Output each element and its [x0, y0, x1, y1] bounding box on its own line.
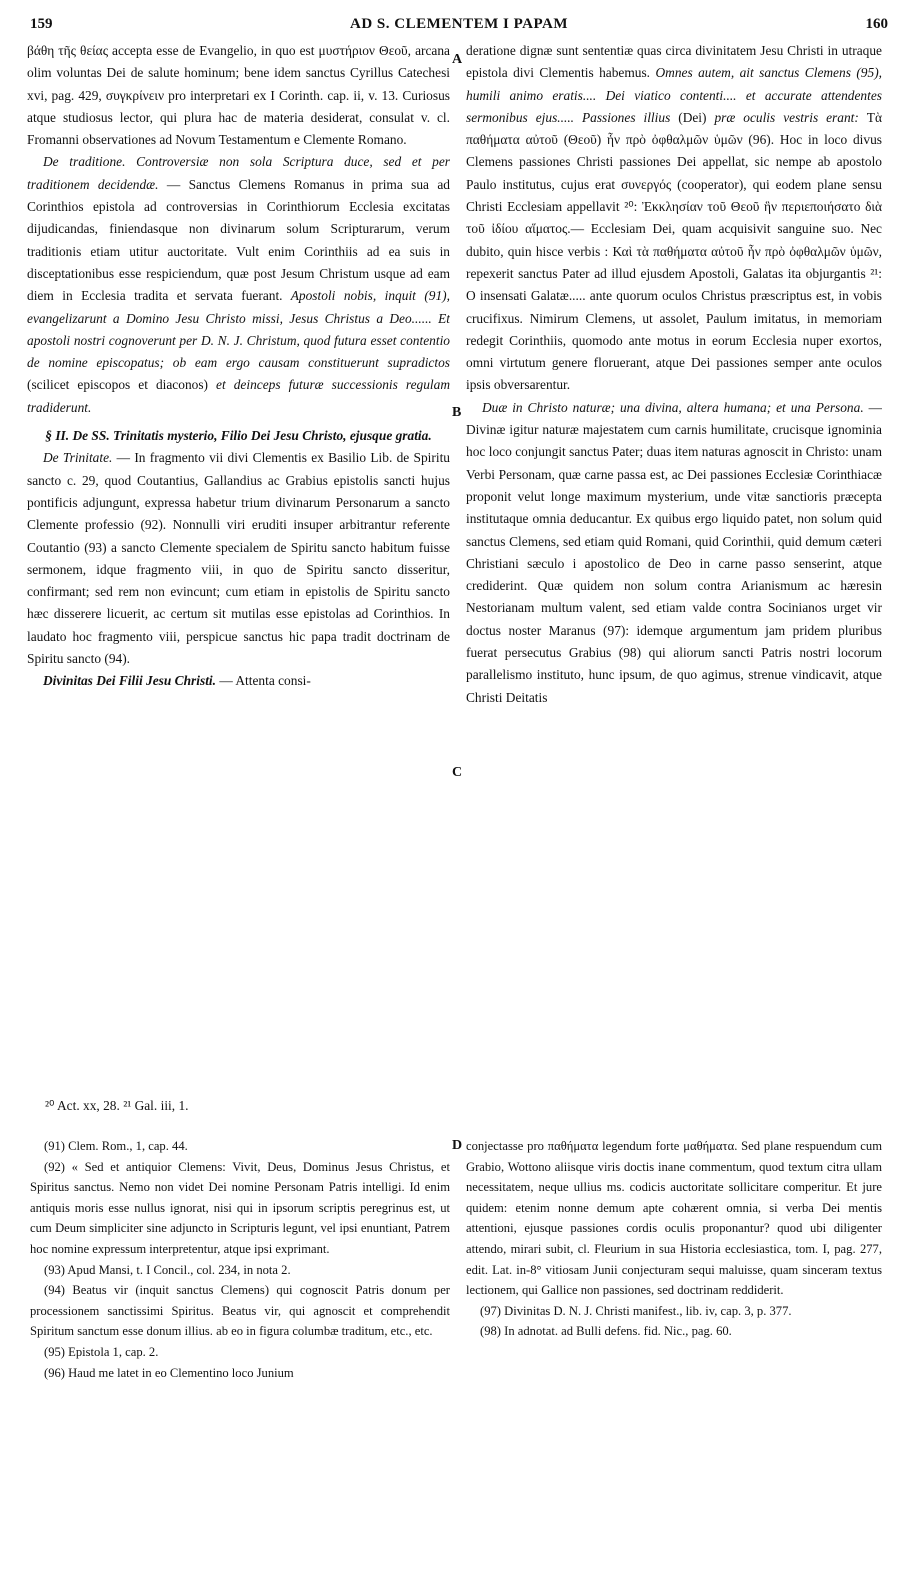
left-column: [27, 40, 450, 1070]
margin-marker-c: C: [452, 765, 463, 780]
running-header: [30, 16, 888, 38]
footnotes-right: [466, 1136, 882, 1556]
footnote-93: (93) Apud Mansi, t. I Concil., col. 234, in nota 2.: [44, 1262, 291, 1277]
footnote-96-continued: conjectasse pro παθήματα legendum forte μαθήματα. Sed plane respuendum cum Grabio, Wottono aliisque viris doctis inane commentum, quod textum citra ullam necessitatem, neque ullius ms. codicis auctoritate sollicitare comperitur. Et jure quidem: etenim nonne demum apte cohærent omnia, si verba Dei mentis attentioni, ejusque passiones cordis oculis proponantur? quod ubi diligenter attendo, mirari subit, cl. Fleurium in sua Historia ecclesiastica, tom. I, pag. 277, edit. Lat. in-8° vitiosam Junii conjecturam sequi maluisse, quam sinceram textus lectionem, qui Gallice non passiones, sed doctrinam reddiderit.: [466, 1139, 882, 1298]
traditione-heading: De traditione. Controversiæ non sola Scriptura duce, sed et per traditionem decidendæ.: [27, 154, 450, 192]
margin-marker-a: A: [452, 52, 463, 67]
right-paragraph-1: deratione dignæ sunt sententiæ quas circa divinitatem Jesu Christi in utraque epistola divi Clementis habemus. Omnes autem, ait sanctus Clemens (95), humili animo eratis.... Dei viatico contenti.... et accurate attendentes sermonibus ejus..... Passiones illius (Dei) præ oculis vestris erant: Τὰ παθήματα αὐτοῦ (Θεοῦ) ἦν πρὸ ὀφθαλμῶν ὑμῶν (96). Hoc in loco divus Clemens passiones Christi passiones Dei appellat, sic nempe ab apostolo Paulo institutus, cujus erat συνεργός (cooperator), qui eodem plane sensu Christi Ecclesiam appellavit ²⁰: Ἐκκλησίαν τοῦ Θεοῦ ἣν περιεποιήσατο διὰ τοῦ ἰδίου αἵματος.— Ecclesiam Dei, quam acquisivit sanguine suo. Nec dubito, quin hisce verbis : Καὶ τὰ παθήματα αὐτοῦ ἦν πρὸ ὀφθαλμῶν ὑμῶν, repexerit sanctus Pater ad illud ejusdem Apostoli, Galatas ita objurgantis ²¹: O insensati Galatæ..... ante quorum oculos Christus præscriptus est, in vobis crucifixus. Nimirum Clemens, ut assolet, Paulum imitatus, in memoriam redegit Corinthiis, quomodo ante motus in eorum Ecclesia nuper exortos, omni virtutum genere floruerant, atque Dei passiones semper ante oculos ipsis obversarentur.: [466, 43, 882, 393]
right-column: [466, 40, 882, 1070]
page-number-right: 160: [865, 16, 888, 32]
quotation: Apostoli nobis, inquit (91), evangelizarunt a Domino Jesu Christo missi, Jesus Christus a Deo...... Et apostoli nostri cognoverunt per D. N. J. Christum, quod futura esset contentio de nomine episcopatus; ob eam ergo causam constituerunt supradictos: [27, 288, 450, 371]
margin-marker-b: B: [452, 405, 462, 420]
footnote-92: (92) « Sed et antiquior Clemens: Vivit, Deus, Dominus Jesus Christus, et Spiritus sanctus. Nemo non videt Dei nomine Personam Patris intelligi. Id enim antiquis moris esse nullus ignorat, nisi qui in ipsorum scriptis peregrinus est, ut cum Deum simpliciter sine adjuncto in Scripturis legunt, vel ipsi enuntiant, Patrem hoc nomine expressum interpretentur, atque ipsi exprimant.: [30, 1159, 450, 1256]
left-paragraph-2: De traditione. Controversiæ non sola Scriptura duce, sed et per traditionem decidendæ. — Sanctus Clemens Romanus in prima sua ad Corinthios epistola ad controversias in Corinthiorum Ecclesia excitatas dijudicandas, finiendasque non divinarum solum Scripturarum, verum traditionis etiam utitur auctoritate. Vult enim Corinthiis ad ea suis in disceptationibus esse respiciendum, quæ post Jesum Christum usque ad eam diem in Ecclesia tradita et servata fuerant. Apostoli nobis, inquit (91), evangelizarunt a Domino Jesu Christo missi, Jesus Christus a Deo...... Et apostoli nostri cognoverunt per D. N. J. Christum, quod futura esset contentio de nomine episcopatus; ob eam ergo causam constituerunt supradictos (scilicet episcopos et diaconos) et deinceps futuræ successionis regulam tradiderunt.: [27, 154, 450, 415]
left-paragraph-3: De Trinitate. — In fragmento vii divi Clementis ex Basilio Lib. de Spiritu sancto c. 29, quod Coutantius, Gallandius ac Grabius epistolis sancti hujus pontificis adjungunt, expressa habetur trium divinarum Personarum a sancto Clemente professio (92). Nonnulli viri eruditi insuper arbitrantur referente Coutantio (93) a sancto Clemente specialem de Spiritu sancto habitum fuisse sermonem, idque fragmento viii, in quo de Spiritu sancto disseritur, confirmant; sed rem non evincunt; cum etiam in epistolis de Spiritu sancto hæc disserere licuerit, ac certum sit mutilas esse epistolas ad Corinthios. In laudato hoc fragmento viii, perspicue sanctus hic papa tradit doctrinam de Spiritu sancto (94).: [27, 450, 450, 667]
bible-references: ²⁰ Act. xx, 28. ²¹ Gal. iii, 1.: [45, 1098, 189, 1113]
right-paragraph-2: Duæ in Christo naturæ; una divina, altera humana; et una Persona. —Divinæ igitur naturæ majestatem cum carnis humilitate, crucisque ignominia hoc loco conjungit sanctus Pater; duas item naturas agnoscit in Christo: unam Verbi Personam, quæ carne passa est, ac Dei passiones Ecclesiæ Corinthiacæ proponit velut longe maximum mysterium, unde vitæ sanctioris præcepta institutaque omnia deducantur. Ex quibus ergo liquido patet, non solum quid sanctus Clemens, sed etiam quid Romani, quid Corinthii, quid demum cæteri Christiani sæculo i apostolico de Deo in carne passo senserint, atque crediderint. Quæ quidem non solum contra Arianismum ac hæresin Nestorianam multum valent, sed etiam valde contra Socinianos urget vir doctus noster Maranus (97): idemque argumentum jam pridem pluribus fuerat persecutus Grabius (98) qui aliorum sancti Patris nostri locorum parallelismo instituto, hunc ipsum, de quo agimus, strenue vindicavit, atque Christi Deitatis: [466, 399, 882, 705]
footnote-94: (94) Beatus vir (inquit sanctus Clemens) qui cognoscit Patris donum per processionem sanctissimi Spiritus. Beatus vir, qui agnoscit et comprehendit Spiritum sanctum esse donum illius. ab eo in figura columbæ traditum, etc., etc.: [30, 1283, 450, 1339]
page-number-left: 159: [30, 16, 53, 32]
margin-marker-d: D: [452, 1138, 463, 1153]
left-paragraph-4: Divinitas Dei Filii Jesu Christi. — Attenta consi-: [43, 673, 311, 689]
footnote-98: (98) In adnotat. ad Bulli defens. fid. Nic., pag. 60.: [480, 1324, 732, 1339]
footnote-97: (97) Divinitas D. N. J. Christi manifest., lib. iv, cap. 3, p. 377.: [480, 1303, 792, 1318]
naturae-heading: Duæ in Christo naturæ; una divina, altera humana; et una Persona.: [482, 399, 864, 415]
footnote-91: (91) Clem. Rom., 1, cap. 44.: [44, 1139, 188, 1153]
running-title: AD S. CLEMENTEM I PAPAM: [349, 16, 569, 32]
divinitas-heading: Divinitas Dei Filii Jesu Christi.: [43, 673, 216, 689]
footnote-96: (96) Haud me latet in eo Clementino loco Junium: [44, 1365, 294, 1380]
trinitate-heading: De Trinitate.: [43, 450, 113, 466]
footnotes-left: [30, 1136, 450, 1556]
left-paragraph-1: βάθη τῆς θείας accepta esse de Evangelio, in quo est μυστήριον Θεοῦ, arcana olim voluntas Dei de salute hominum; bene idem sanctus Cyrillus Catechesi xvi, pag. 429, συγκρίνειν pro interpretari ex I Corinth. cap. ii, v. 13. Curiosus atque studiosus lector, qui plura hac de materia desiderat, consulat v. cl. Fromanni observationes ad Novum Testamentum e Clemente Romano.: [27, 43, 450, 148]
footnote-95: (95) Epistola 1, cap. 2.: [44, 1344, 159, 1359]
section-heading: § II. De SS. Trinitatis mysterio, Filio Dei Jesu Christo, ejusque gratia.: [45, 428, 432, 444]
